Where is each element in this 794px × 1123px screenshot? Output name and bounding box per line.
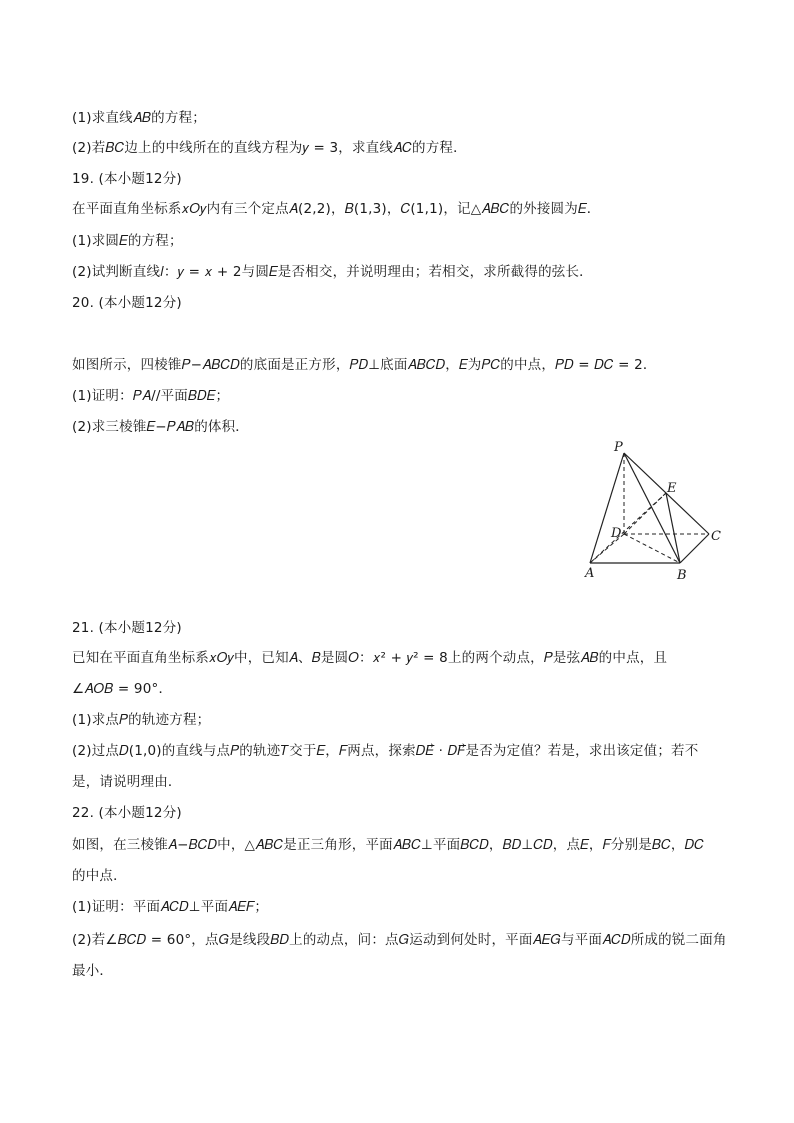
q19-part1: (1)求圆𝐸的方程； bbox=[72, 233, 183, 249]
edge-bc bbox=[680, 534, 709, 563]
label-d: D bbox=[611, 526, 622, 541]
edge-pb bbox=[624, 453, 680, 563]
q21-stem-line2: ∠𝐴𝑂𝐵 = 90°． bbox=[72, 681, 173, 697]
q20-heading: 20. (本小题12分) bbox=[72, 295, 182, 311]
q19-part2: (2)试判断直线𝑙：𝑦 = 𝑥 + 2与圆𝐸是否相交，并说明理由；若相交，求所截得的弦长． bbox=[72, 264, 593, 280]
q22-stem-line2: 的中点． bbox=[72, 868, 127, 884]
q18-part1: (1)求直线𝐴𝐵的方程； bbox=[72, 110, 206, 126]
edge-be bbox=[666, 493, 680, 563]
label-p: P bbox=[614, 440, 623, 455]
q21-part1: (1)求点𝑃的轨迹方程； bbox=[72, 712, 211, 728]
q21-part2-line2: 是，请说明理由． bbox=[72, 774, 182, 790]
q22-part2-line2: 最小． bbox=[72, 963, 114, 979]
q22-heading: 22. (本小题12分) bbox=[72, 805, 182, 821]
q21-heading: 21. (本小题12分) bbox=[72, 620, 182, 636]
q20-part1: (1)证明：𝑃𝐴//平面𝐵𝐷𝐸； bbox=[72, 388, 230, 404]
q21-part2-line1: (2)过点𝐷(1,0)的直线与点𝑃的轨迹𝑇交于𝐸，𝐹两点，探索𝐷𝐸⃗ · 𝐷𝐹⃗是否为定值？若是，求出该定值；若不 bbox=[72, 743, 699, 759]
q22-part1: (1)证明：平面𝐴𝐶𝐷⊥平面𝐴𝐸𝐹； bbox=[72, 899, 269, 915]
label-c: C bbox=[711, 529, 721, 544]
q20-stem: 如图所示，四棱锥𝑃−𝐴𝐵𝐶𝐷的底面是正方形，𝑃𝐷⊥底面𝐴𝐵𝐶𝐷，𝐸为𝑃𝐶的中点，𝑃𝐷 = 𝐷𝐶 = 2． bbox=[72, 357, 657, 373]
q21-stem-line1: 已知在平面直角坐标系𝑥𝑂𝑦中，已知𝐴、𝐵是圆𝑂：𝑥² + 𝑦² = 8上的两个动点，𝑃是弦𝐴𝐵的中点，且 bbox=[72, 650, 668, 666]
label-e: E bbox=[667, 481, 677, 496]
q22-part2-line1: (2)若∠𝐵𝐶𝐷 = 60°，点𝐺是线段𝐵𝐷上的动点，问：点𝐺运动到何处时，平面𝐴𝐸𝐺与平面𝐴𝐶𝐷所成的锐二面角 bbox=[72, 932, 727, 948]
q19-stem: 在平面直角坐标系𝑥𝑂𝑦内有三个定点𝐴(2,2)，𝐵(1,3)，𝐶(1,1)，记△𝐴𝐵𝐶的外接圆为𝐸． bbox=[72, 201, 601, 217]
pyramid-diagram bbox=[580, 436, 730, 586]
label-a: A bbox=[585, 566, 595, 581]
label-b: B bbox=[677, 568, 687, 583]
edge-db-hidden bbox=[624, 534, 680, 563]
pyramid-figure bbox=[580, 436, 730, 586]
q18-part2: (2)若𝐵𝐶边上的中线所在的直线方程为𝑦 = 3，求直线𝐴𝐶的方程． bbox=[72, 140, 467, 156]
q19-heading: 19. (本小题12分) bbox=[72, 171, 182, 187]
q22-stem-line1: 如图，在三棱锥𝐴−𝐵𝐶𝐷中，△𝐴𝐵𝐶是正三角形，平面𝐴𝐵𝐶⊥平面𝐵𝐶𝐷，𝐵𝐷⊥𝐶𝐷，点𝐸，𝐹分别是𝐵𝐶，𝐷𝐶 bbox=[72, 837, 705, 853]
q20-part2: (2)求三棱锥𝐸−𝑃𝐴𝐵的体积． bbox=[72, 419, 249, 435]
edge-pa bbox=[590, 453, 624, 563]
